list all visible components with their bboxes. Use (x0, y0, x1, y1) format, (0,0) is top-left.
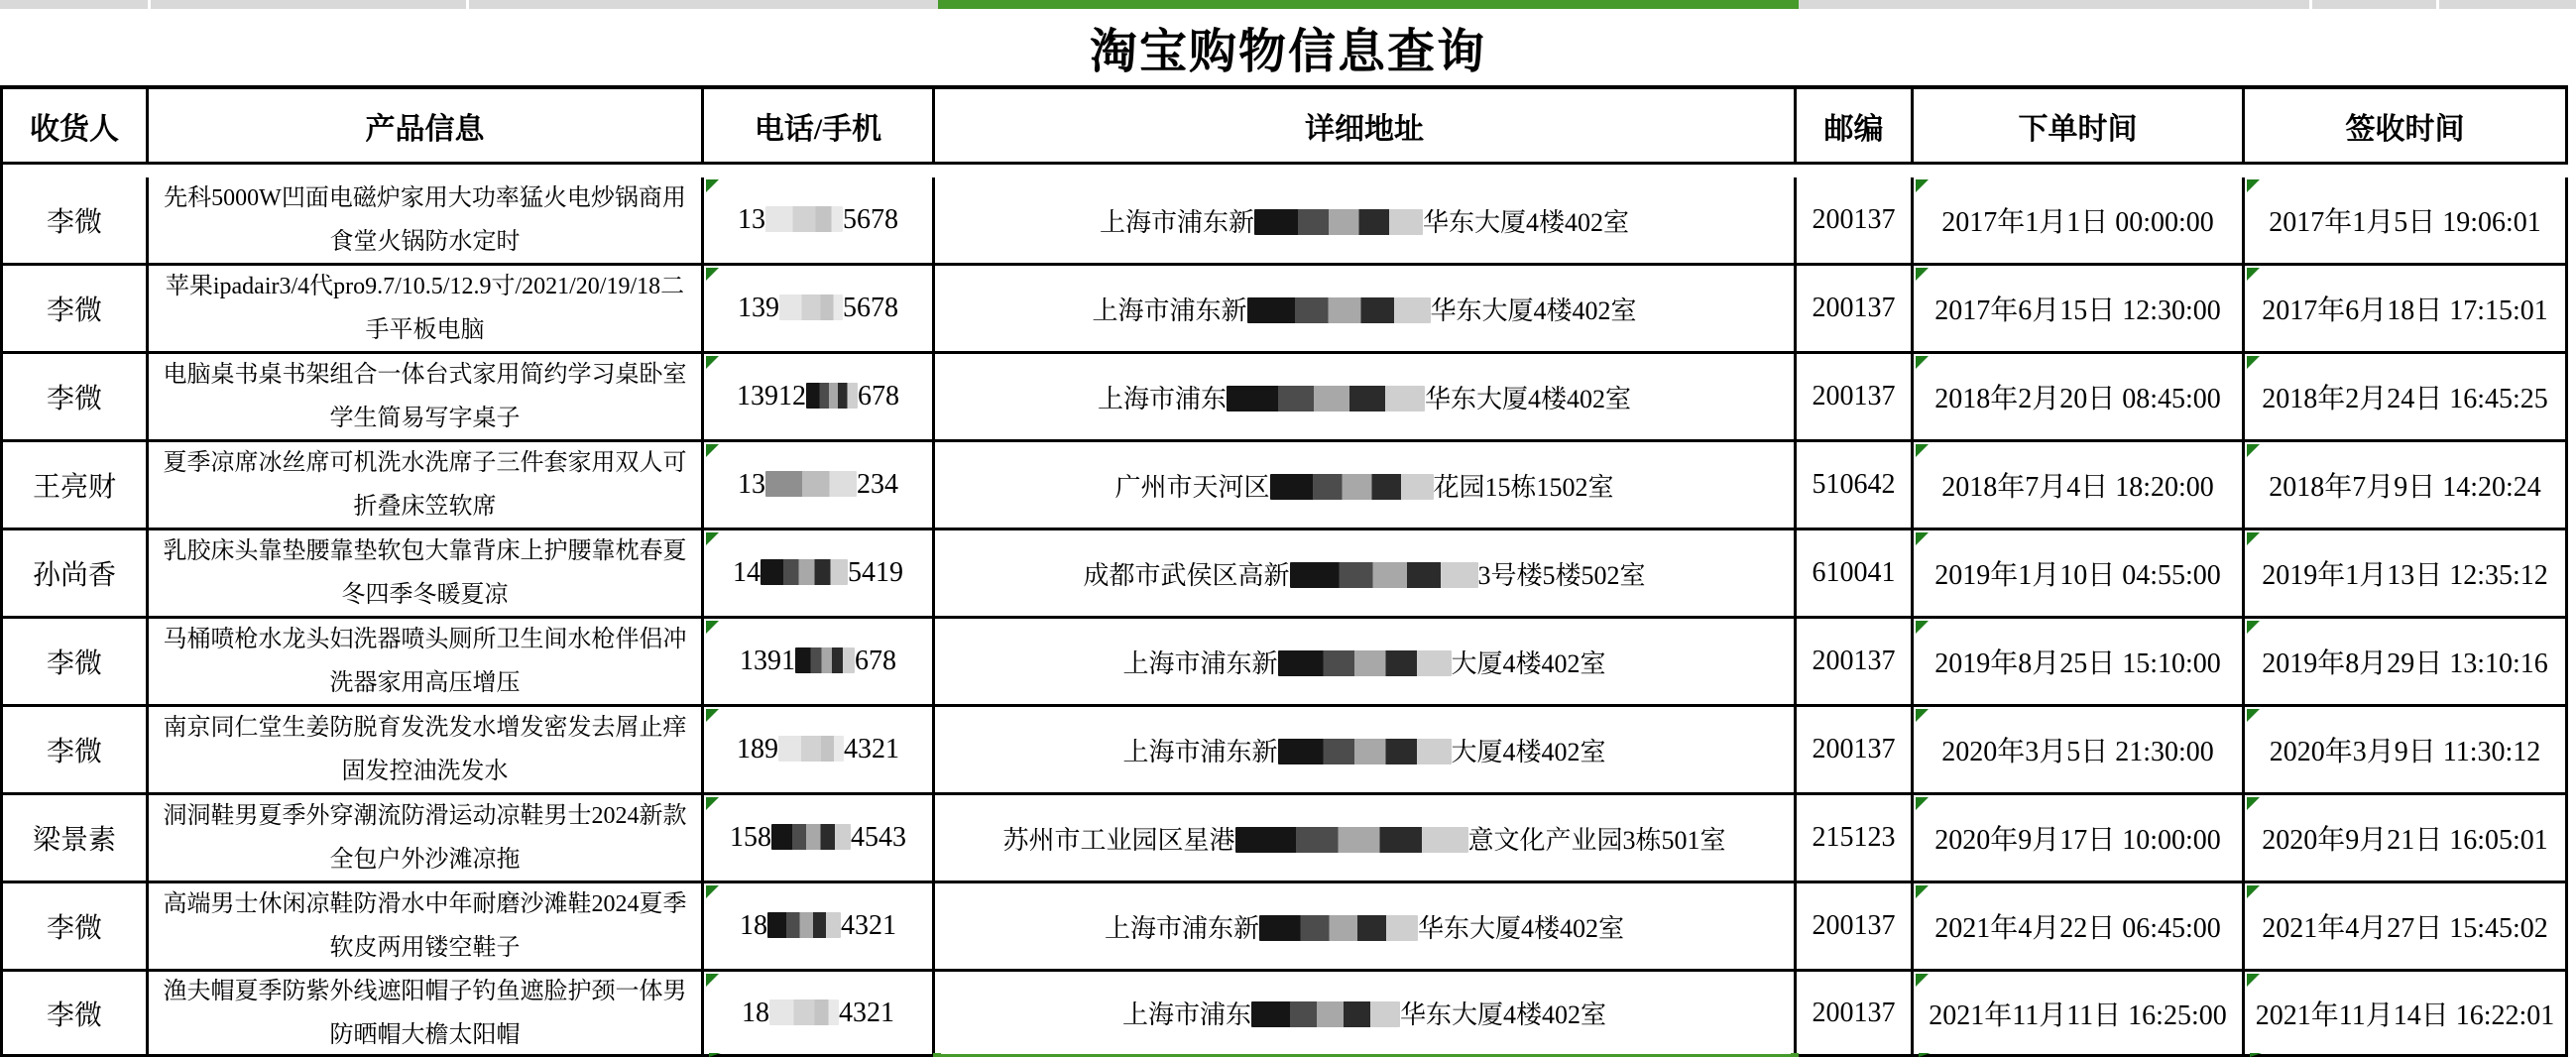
cell-recipient[interactable] (3, 177, 149, 266)
cell-flag-triangle-icon (706, 797, 719, 810)
address-text: 上海市浦东新 大厦4楼402室 (1122, 737, 1606, 766)
cell-sign-time[interactable] (2245, 795, 2568, 883)
redacted-block (795, 647, 855, 673)
cell-sign-time[interactable] (2245, 530, 2568, 619)
cell-phone[interactable] (704, 795, 935, 883)
cell-flag-triangle-icon (706, 621, 719, 634)
order-time-text: 2019年8月25日 15:10:00 (1934, 648, 2221, 679)
address-text: 上海市浦东 华东大厦4楼402室 (1121, 1000, 1607, 1029)
cell-product[interactable] (149, 795, 704, 883)
data-table (0, 85, 2568, 1057)
header-phone[interactable] (704, 89, 935, 165)
phone-text: 158 4543 (730, 822, 906, 853)
cell-order-time[interactable] (1914, 442, 2245, 530)
redacted-block (1251, 1001, 1400, 1027)
cell-order-time[interactable] (1914, 795, 2245, 883)
recipient-text: 李微 (46, 999, 102, 1031)
cell-zip[interactable] (1797, 795, 1914, 883)
redacted-block (761, 559, 848, 585)
cell-flag-triangle-icon (706, 709, 719, 722)
cell-phone[interactable] (704, 266, 935, 354)
redacted-block (771, 824, 851, 850)
cell-sign-time[interactable] (2245, 266, 2568, 354)
sign-time-text: 2020年9月21日 16:05:01 (2262, 825, 2548, 856)
cell-flag-triangle-icon (2247, 885, 2260, 898)
address-text: 苏州市工业园区星港 意文化产业园3栋501室 (1002, 825, 1726, 855)
cell-product[interactable] (149, 266, 704, 354)
product-text: 先科5000W凹面电磁炉家用大功率猛火电炒锅商用食堂火锅防水定时 (164, 185, 686, 255)
cell-product[interactable] (149, 619, 704, 707)
cell-product[interactable] (149, 530, 704, 619)
cell-recipient[interactable] (3, 442, 149, 530)
header-address[interactable] (935, 89, 1797, 165)
cell-phone[interactable] (704, 530, 935, 619)
address-text: 广州市天河区 花园15栋1502室 (1114, 472, 1614, 502)
cell-flag-triangle-icon (2247, 532, 2260, 545)
cell-address[interactable] (935, 266, 1797, 354)
phone-text: 139 5678 (738, 293, 898, 323)
cell-address[interactable] (935, 530, 1797, 619)
redacted-block (779, 294, 843, 320)
redacted-block (1278, 650, 1452, 676)
cell-order-time[interactable] (1914, 707, 2245, 795)
cell-flag-triangle-icon (706, 532, 719, 545)
cell-flag-triangle-icon (706, 179, 719, 192)
selection-border-top-icon (938, 0, 1799, 9)
cell-flag-triangle-icon (2247, 621, 2260, 634)
selection-border-stub-icon (1791, 1053, 1799, 1057)
cell-zip[interactable] (1797, 442, 1914, 530)
redacted-block (1227, 386, 1425, 411)
sign-time-text: 2018年7月9日 14:20:24 (2269, 472, 2541, 503)
header-zip[interactable] (1797, 89, 1914, 165)
redacted-block (769, 999, 839, 1025)
recipient-text: 李微 (46, 384, 102, 414)
redacted-block (1235, 827, 1468, 853)
sign-time-text: 2021年4月27日 15:45:02 (2262, 913, 2548, 944)
cell-product[interactable] (149, 707, 704, 795)
cell-zip[interactable] (1797, 266, 1914, 354)
cell-flag-triangle-icon (1916, 885, 1929, 898)
cell-product[interactable] (149, 883, 704, 972)
cell-flag-triangle-icon (1916, 797, 1929, 810)
cell-sign-time[interactable] (2245, 883, 2568, 972)
sign-time-text: 2017年1月5日 19:06:01 (2269, 207, 2541, 238)
column-divider (2436, 0, 2439, 9)
sign-time-text: 2019年1月13日 12:35:12 (2262, 560, 2548, 591)
sign-time-text: 2018年2月24日 16:45:25 (2262, 384, 2548, 414)
redacted-block (806, 383, 858, 409)
zip-text: 510642 (1812, 469, 1896, 500)
sign-time-text: 2019年8月29日 13:10:16 (2262, 648, 2548, 679)
product-text: 电脑桌书桌书架组合一体台式家用简约学习桌卧室学生简易写字桌子 (163, 362, 687, 431)
cell-phone[interactable] (704, 707, 935, 795)
cell-order-time[interactable] (1914, 354, 2245, 442)
cell-recipient[interactable] (3, 354, 149, 442)
redacted-block (1278, 739, 1452, 764)
cell-flag-triangle-icon (2247, 179, 2260, 192)
header-phone-label: 电话/手机 (754, 112, 882, 146)
cell-phone[interactable] (704, 972, 935, 1057)
cell-sign-time[interactable] (2245, 354, 2568, 442)
zip-text: 200137 (1812, 204, 1896, 235)
product-text: 高端男士休闲凉鞋防滑水中年耐磨沙滩鞋2024夏季软皮两用镂空鞋子 (163, 891, 687, 961)
cell-sign-time[interactable] (2245, 707, 2568, 795)
address-text: 上海市浦东新 华东大厦4楼402室 (1104, 913, 1625, 943)
cell-product[interactable] (149, 354, 704, 442)
recipient-text: 梁景素 (32, 825, 116, 856)
zip-text: 200137 (1812, 910, 1896, 941)
cell-flag-triangle-icon (2247, 974, 2260, 987)
header-order-time[interactable] (1914, 89, 2245, 165)
redacted-block (1290, 562, 1478, 588)
cell-product[interactable] (149, 177, 704, 266)
recipient-text: 李微 (46, 648, 102, 679)
cell-flag-triangle-icon (1916, 532, 1929, 545)
cell-order-time[interactable] (1914, 883, 2245, 972)
address-text: 上海市浦东新 华东大厦4楼402室 (1099, 207, 1630, 237)
cell-phone[interactable] (704, 177, 935, 266)
order-time-text: 2019年1月10日 04:55:00 (1934, 560, 2221, 591)
cell-flag-triangle-icon (1916, 444, 1929, 457)
zip-text: 200137 (1812, 381, 1896, 411)
order-time-text: 2021年4月22日 06:45:00 (1934, 913, 2221, 944)
redacted-block (778, 736, 844, 762)
order-time-text: 2020年9月17日 10:00:00 (1934, 825, 2221, 856)
cell-address[interactable] (935, 177, 1797, 266)
header-product[interactable] (149, 89, 704, 165)
cell-zip[interactable] (1797, 177, 1914, 266)
redacted-block (1259, 915, 1418, 941)
cell-flag-triangle-icon (706, 268, 719, 281)
cell-zip[interactable] (1797, 707, 1914, 795)
cell-order-time[interactable] (1914, 177, 2245, 266)
zip-text: 200137 (1812, 293, 1896, 323)
cell-sign-time[interactable] (2245, 177, 2568, 266)
phone-text: 14 5419 (733, 557, 903, 588)
zip-text: 200137 (1812, 734, 1896, 764)
cell-flag-triangle-icon (1916, 974, 1929, 987)
order-time-text: 2017年6月15日 12:30:00 (1934, 295, 2221, 326)
cell-zip[interactable] (1797, 530, 1914, 619)
cell-address[interactable] (935, 442, 1797, 530)
order-time-text: 2017年1月1日 00:00:00 (1941, 207, 2214, 238)
zip-text: 215123 (1812, 822, 1896, 853)
recipient-text: 王亮财 (32, 472, 116, 503)
cell-order-time[interactable] (1914, 266, 2245, 354)
cell-address[interactable] (935, 707, 1797, 795)
cell-order-time[interactable] (1914, 530, 2245, 619)
cell-flag-triangle-icon (2247, 444, 2260, 457)
cell-address[interactable] (935, 972, 1797, 1057)
order-time-text: 2020年3月5日 21:30:00 (1941, 737, 2214, 767)
header-address-label: 详细地址 (1305, 112, 1424, 146)
cell-address[interactable] (935, 354, 1797, 442)
cell-product[interactable] (149, 972, 704, 1057)
cell-flag-triangle-icon (1916, 709, 1929, 722)
address-text: 上海市浦东新 华东大厦4楼402室 (1092, 295, 1637, 325)
cell-flag-triangle-icon (2247, 268, 2260, 281)
redacted-block (765, 471, 857, 497)
header-zip-label: 邮编 (1823, 112, 1884, 146)
cell-zip[interactable] (1797, 972, 1914, 1057)
address-text: 成都市武侯区高新 3号楼5楼502室 (1083, 560, 1646, 590)
cell-phone[interactable] (704, 883, 935, 972)
phone-text: 18 4321 (742, 997, 894, 1028)
column-divider (148, 0, 151, 9)
title-band (0, 9, 2576, 85)
sign-time-text: 2021年11月14日 16:22:01 (2255, 999, 2555, 1031)
zip-text: 200137 (1812, 997, 1896, 1028)
cell-recipient[interactable] (3, 795, 149, 883)
address-text: 上海市浦东新 大厦4楼402室 (1122, 648, 1606, 678)
header-sign-time-label: 签收时间 (2345, 112, 2465, 146)
redacted-block (767, 912, 841, 938)
header-sign-time[interactable] (2245, 89, 2568, 165)
phone-text: 13 234 (738, 469, 898, 500)
redacted-block (765, 206, 843, 232)
column-divider (2309, 0, 2312, 9)
cell-recipient[interactable] (3, 707, 149, 795)
redacted-block (1270, 474, 1434, 500)
cell-flag-triangle-icon (706, 974, 719, 987)
product-text: 洞洞鞋男夏季外穿潮流防滑运动凉鞋男士2024新款全包户外沙滩凉拖 (163, 803, 687, 873)
header-recipient[interactable] (3, 89, 149, 165)
adjacent-row-strip (0, 0, 2576, 9)
cell-flag-triangle-icon (2247, 797, 2260, 810)
order-time-text: 2018年2月20日 08:45:00 (1934, 384, 2221, 414)
recipient-text: 孙尚香 (32, 560, 116, 591)
phone-text: 1391 678 (740, 646, 896, 676)
address-text: 上海市浦东 华东大厦4楼402室 (1097, 384, 1632, 413)
cell-zip[interactable] (1797, 619, 1914, 707)
cell-flag-triangle-icon (1916, 268, 1929, 281)
product-text: 马桶喷枪水龙头妇洗器喷头厕所卫生间水枪伴侣冲洗器家用高压增压 (163, 627, 687, 696)
cell-phone[interactable] (704, 354, 935, 442)
recipient-text: 李微 (46, 913, 102, 944)
cell-flag-triangle-icon (2247, 709, 2260, 722)
sign-time-text: 2020年3月9日 11:30:12 (2269, 737, 2541, 767)
product-text: 乳胶床头靠垫腰靠垫软包大靠背床上护腰靠枕春夏冬四季冬暖夏凉 (163, 538, 687, 608)
zip-text: 200137 (1812, 646, 1896, 676)
cell-address[interactable] (935, 619, 1797, 707)
cell-product[interactable] (149, 442, 704, 530)
header-order-time-label: 下单时间 (2018, 112, 2138, 146)
cell-address[interactable] (935, 795, 1797, 883)
cell-flag-triangle-icon (1916, 356, 1929, 369)
phone-text: 189 4321 (737, 734, 899, 764)
redacted-block (1247, 297, 1431, 323)
order-time-text: 2018年7月4日 18:20:00 (1941, 472, 2214, 503)
zip-text: 610041 (1812, 557, 1896, 588)
recipient-text: 李微 (46, 295, 102, 326)
cell-flag-triangle-icon (706, 356, 719, 369)
cell-recipient[interactable] (3, 972, 149, 1057)
cell-phone[interactable] (704, 619, 935, 707)
cell-flag-triangle-icon (1916, 621, 1929, 634)
column-divider (466, 0, 469, 9)
product-text: 夏季凉席冰丝席可机洗水洗席子三件套家用双人可折叠床笠软席 (163, 450, 687, 520)
cell-flag-triangle-icon (706, 885, 719, 898)
order-time-text: 2021年11月11日 16:25:00 (1929, 999, 2227, 1031)
header-recipient-label: 收货人 (30, 112, 119, 146)
phone-text: 13 5678 (738, 204, 898, 235)
cell-recipient[interactable] (3, 883, 149, 972)
product-text: 南京同仁堂生姜防脱育发洗发水增发密发去屑止痒固发控油洗发水 (163, 715, 687, 784)
cell-address[interactable] (935, 883, 1797, 972)
cell-recipient[interactable] (3, 530, 149, 619)
redacted-block (1254, 209, 1423, 235)
cell-flag-triangle-icon (2247, 356, 2260, 369)
cell-order-time[interactable] (1914, 619, 2245, 707)
header-product-label: 产品信息 (365, 112, 485, 146)
sign-time-text: 2017年6月18日 17:15:01 (2262, 295, 2548, 326)
cell-phone[interactable] (704, 442, 935, 530)
cell-recipient[interactable] (3, 266, 149, 354)
cell-sign-time[interactable] (2245, 442, 2568, 530)
recipient-text: 李微 (46, 737, 102, 767)
cell-zip[interactable] (1797, 354, 1914, 442)
cell-sign-time[interactable] (2245, 972, 2568, 1057)
cell-flag-triangle-icon (1916, 179, 1929, 192)
cell-zip[interactable] (1797, 883, 1914, 972)
recipient-text: 李微 (46, 207, 102, 238)
cell-flag-triangle-icon (706, 444, 719, 457)
selection-border-stub-icon (933, 1053, 941, 1057)
cell-sign-time[interactable] (2245, 619, 2568, 707)
cell-order-time[interactable] (1914, 972, 2245, 1057)
phone-text: 18 4321 (740, 910, 896, 941)
page-title: 淘宝购物信息查询 (1089, 26, 1486, 78)
cell-recipient[interactable] (3, 619, 149, 707)
product-text: 苹果ipadair3/4代pro9.7/10.5/12.9寸/2021/20/19/18二手平板电脑 (165, 274, 685, 343)
phone-text: 13912 678 (737, 381, 899, 411)
product-text: 渔夫帽夏季防紫外线遮阳帽子钓鱼遮脸护颈一体男防晒帽大檐太阳帽 (163, 978, 687, 1048)
